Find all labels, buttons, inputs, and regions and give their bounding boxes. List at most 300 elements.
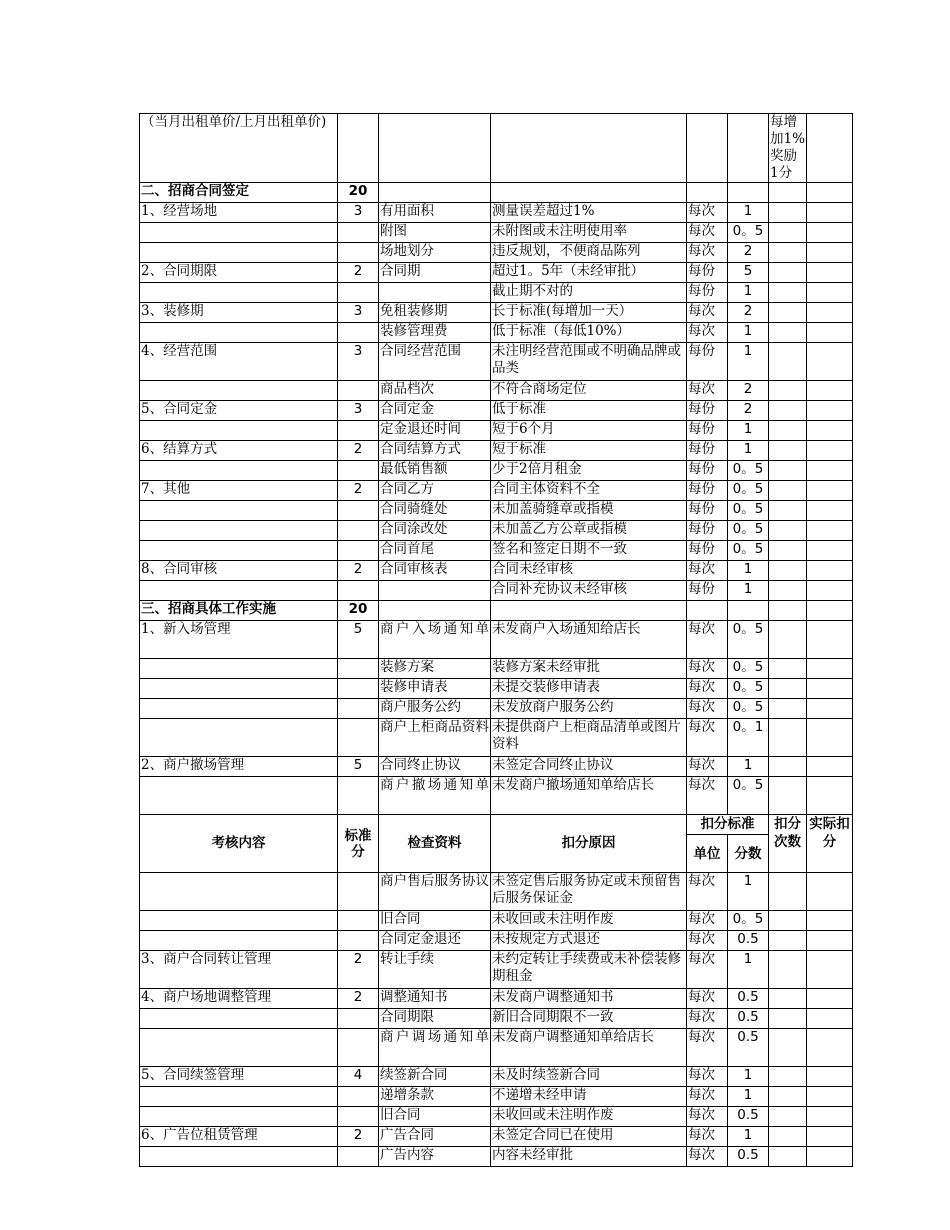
cell-material: 商户售后服务协议 <box>379 873 491 911</box>
cell-content <box>140 1009 338 1029</box>
cell-score: 1 <box>728 421 769 441</box>
cell-standard <box>338 911 379 931</box>
assessment-table <box>139 113 853 1167</box>
cell-material: 旧合同 <box>379 911 491 931</box>
cell-count <box>769 183 807 203</box>
cell-content <box>140 283 338 303</box>
cell-actual <box>807 989 853 1009</box>
cell-actual <box>807 601 853 621</box>
table-row <box>140 873 853 911</box>
cell-standard: 5 <box>338 621 379 659</box>
cell-count <box>769 263 807 283</box>
cell-content <box>140 873 338 911</box>
table-row <box>140 203 853 223</box>
table-row <box>140 263 853 283</box>
cell-score <box>728 601 769 621</box>
cell-score: 0。5 <box>728 659 769 679</box>
cell-score: 1 <box>728 203 769 223</box>
cell-reason: 未收回或未注明作废 <box>491 911 687 931</box>
cell-material: 合同定金退还 <box>379 931 491 951</box>
cell-score <box>728 183 769 203</box>
cell-material: 最低销售额 <box>379 461 491 481</box>
table-row <box>140 1107 853 1127</box>
cell-standard: 3 <box>338 343 379 381</box>
table-row <box>140 1087 853 1107</box>
cell-content <box>140 461 338 481</box>
cell-material: 有用面积 <box>379 203 491 223</box>
cell-unit: 每次 <box>687 203 728 223</box>
cell-content <box>140 501 338 521</box>
table-row <box>140 223 853 243</box>
cell-material <box>379 283 491 303</box>
cell-score: 0。5 <box>728 911 769 931</box>
cell-actual <box>807 621 853 659</box>
cell-standard <box>338 541 379 561</box>
cell-score: 1 <box>728 441 769 461</box>
cell-reason: 未签定合同终止协议 <box>491 757 687 777</box>
cell-standard <box>338 1029 379 1067</box>
table-row <box>140 757 853 777</box>
cell-unit: 每次 <box>687 561 728 581</box>
cell-actual <box>807 1127 853 1147</box>
cell-standard <box>338 223 379 243</box>
cell-count <box>769 911 807 931</box>
cell-actual <box>807 951 853 989</box>
cell-actual <box>807 183 853 203</box>
cell-count <box>769 1029 807 1067</box>
cell-content <box>140 911 338 931</box>
cell-standard: 2 <box>338 561 379 581</box>
cell-content <box>140 223 338 243</box>
cell-content <box>140 581 338 601</box>
cell-unit <box>687 114 728 183</box>
cell-count <box>769 601 807 621</box>
cell-unit: 每份 <box>687 283 728 303</box>
table-row <box>140 401 853 421</box>
cell-material <box>379 581 491 601</box>
cell-unit: 每次 <box>687 1127 728 1147</box>
cell-content: 7、其他 <box>140 481 338 501</box>
cell-reason: 截止期不对的 <box>491 283 687 303</box>
cell-score: 2 <box>728 381 769 401</box>
cell-actual <box>807 1087 853 1107</box>
cell-material: 装修申请表 <box>379 679 491 699</box>
cell-actual <box>807 114 853 183</box>
table-row <box>140 381 853 401</box>
cell-count <box>769 777 807 815</box>
cell-unit: 每次 <box>687 243 728 263</box>
cell-count <box>769 323 807 343</box>
cell-actual <box>807 481 853 501</box>
cell-material <box>379 601 491 621</box>
cell-content: 3、装修期 <box>140 303 338 323</box>
cell-score: 0。5 <box>728 699 769 719</box>
cell-score: 1 <box>728 1127 769 1147</box>
cell-content <box>140 679 338 699</box>
cell-reason: 短于标准 <box>491 441 687 461</box>
cell-unit: 每次 <box>687 1147 728 1167</box>
cell-standard <box>338 719 379 757</box>
table-header <box>140 815 853 873</box>
cell-material <box>379 114 491 183</box>
cell-score: 0.5 <box>728 989 769 1009</box>
cell-reason: 未发商户入场通知给店长 <box>491 621 687 659</box>
cell-unit: 每次 <box>687 1009 728 1029</box>
cell-content: 5、合同续签管理 <box>140 1067 338 1087</box>
cell-actual <box>807 719 853 757</box>
cell-score: 0。5 <box>728 501 769 521</box>
cell-actual <box>807 441 853 461</box>
cell-count <box>769 521 807 541</box>
cell-reason: 装修方案未经审批 <box>491 659 687 679</box>
cell-count <box>769 873 807 911</box>
cell-score: 0.5 <box>728 1147 769 1167</box>
cell-count <box>769 481 807 501</box>
cell-actual <box>807 401 853 421</box>
cell-standard <box>338 1087 379 1107</box>
cell-content: 4、经营范围 <box>140 343 338 381</box>
cell-content: 6、广告位租赁管理 <box>140 1127 338 1147</box>
table-body-bottom <box>140 873 853 1167</box>
cell-score: 5 <box>728 263 769 283</box>
cell-score: 0。5 <box>728 777 769 815</box>
cell-reason <box>491 601 687 621</box>
header-score: 分数 <box>728 835 769 873</box>
cell-score: 1 <box>728 757 769 777</box>
cell-actual <box>807 283 853 303</box>
cell-content <box>140 243 338 263</box>
cell-actual <box>807 461 853 481</box>
table-row <box>140 114 853 183</box>
table-row <box>140 1127 853 1147</box>
cell-unit: 每次 <box>687 381 728 401</box>
table-row <box>140 581 853 601</box>
cell-content: 2、商户撤场管理 <box>140 757 338 777</box>
cell-reason: 少于2倍月租金 <box>491 461 687 481</box>
cell-content <box>140 1147 338 1167</box>
cell-standard <box>338 699 379 719</box>
cell-count <box>769 541 807 561</box>
cell-score: 2 <box>728 303 769 323</box>
cell-count <box>769 1147 807 1167</box>
header-material: 检查资料 <box>379 815 491 873</box>
cell-material: 合同结算方式 <box>379 441 491 461</box>
cell-content: 1、新入场管理 <box>140 621 338 659</box>
cell-material: 合同涂改处 <box>379 521 491 541</box>
table-row <box>140 1147 853 1167</box>
cell-material: 旧合同 <box>379 1107 491 1127</box>
cell-actual <box>807 1067 853 1087</box>
cell-standard: 3 <box>338 303 379 323</box>
cell-reason: 长于标准(每增加一天） <box>491 303 687 323</box>
cell-reason: 低于标准 <box>491 401 687 421</box>
cell-score: 0。5 <box>728 679 769 699</box>
cell-count <box>769 931 807 951</box>
cell-content <box>140 659 338 679</box>
cell-actual <box>807 1107 853 1127</box>
cell-standard: 2 <box>338 441 379 461</box>
cell-actual <box>807 699 853 719</box>
cell-score: 1 <box>728 951 769 989</box>
cell-count <box>769 699 807 719</box>
table-row <box>140 461 853 481</box>
cell-standard <box>338 1107 379 1127</box>
cell-content <box>140 1107 338 1127</box>
cell-unit: 每次 <box>687 931 728 951</box>
cell-standard: 3 <box>338 401 379 421</box>
cell-standard: 2 <box>338 263 379 283</box>
cell-unit: 每份 <box>687 481 728 501</box>
cell-standard <box>338 1009 379 1029</box>
cell-score: 1 <box>728 561 769 581</box>
cell-count <box>769 1087 807 1107</box>
table-row <box>140 323 853 343</box>
cell-material: 装修方案 <box>379 659 491 679</box>
cell-content <box>140 1029 338 1067</box>
table-row <box>140 501 853 521</box>
cell-reason: 违反规划，不便商品陈列 <box>491 243 687 263</box>
cell-unit: 每份 <box>687 501 728 521</box>
cell-unit: 每次 <box>687 1029 728 1067</box>
cell-material: 免租装修期 <box>379 303 491 323</box>
cell-count <box>769 501 807 521</box>
cell-unit: 每份 <box>687 541 728 561</box>
cell-score: 0。5 <box>728 481 769 501</box>
cell-standard <box>338 679 379 699</box>
cell-reason: 新旧合同期限不一致 <box>491 1009 687 1029</box>
cell-reason: 签名和签定日期不一致 <box>491 541 687 561</box>
cell-score: 0。5 <box>728 541 769 561</box>
table-row <box>140 1029 853 1067</box>
cell-count <box>769 1009 807 1029</box>
table-row <box>140 1009 853 1029</box>
cell-actual <box>807 931 853 951</box>
cell-standard <box>338 243 379 263</box>
cell-reason: 未发放商户服务公约 <box>491 699 687 719</box>
header-content: 考核内容 <box>140 815 338 873</box>
cell-unit: 每份 <box>687 441 728 461</box>
cell-count <box>769 1067 807 1087</box>
cell-count <box>769 1127 807 1147</box>
cell-actual <box>807 203 853 223</box>
header-row <box>140 815 853 835</box>
cell-unit <box>687 601 728 621</box>
cell-reason: 未加盖乙方公章或指模 <box>491 521 687 541</box>
cell-unit: 每次 <box>687 621 728 659</box>
table-body-top <box>140 114 853 815</box>
table-row <box>140 541 853 561</box>
cell-actual <box>807 303 853 323</box>
cell-count <box>769 283 807 303</box>
cell-content: 二、招商合同签定 <box>140 183 338 203</box>
cell-content: 2、合同期限 <box>140 263 338 283</box>
cell-reason: 未发商户调整通知单给店长 <box>491 1029 687 1067</box>
cell-material: 合同期限 <box>379 1009 491 1029</box>
cell-score: 0。5 <box>728 621 769 659</box>
cell-actual <box>807 223 853 243</box>
cell-content: 三、招商具体工作实施 <box>140 601 338 621</box>
table-row <box>140 421 853 441</box>
cell-content <box>140 931 338 951</box>
cell-score: 0.5 <box>728 1029 769 1067</box>
cell-standard <box>338 323 379 343</box>
cell-content <box>140 541 338 561</box>
cell-score <box>728 114 769 183</box>
cell-standard <box>338 581 379 601</box>
cell-actual <box>807 679 853 699</box>
cell-material: 场地划分 <box>379 243 491 263</box>
cell-unit: 每次 <box>687 323 728 343</box>
table-row <box>140 659 853 679</box>
cell-content <box>140 521 338 541</box>
cell-material: 转让手续 <box>379 951 491 989</box>
cell-actual <box>807 501 853 521</box>
cell-score: 0.5 <box>728 1107 769 1127</box>
cell-standard <box>338 521 379 541</box>
cell-standard <box>338 777 379 815</box>
cell-reason: 合同补充协议未经审核 <box>491 581 687 601</box>
header-standard: 标准分 <box>338 815 379 873</box>
cell-reason <box>491 114 687 183</box>
cell-reason: 合同未经审核 <box>491 561 687 581</box>
table-row <box>140 951 853 989</box>
table-row <box>140 283 853 303</box>
cell-unit: 每份 <box>687 421 728 441</box>
cell-content <box>140 777 338 815</box>
cell-material: 商品档次 <box>379 381 491 401</box>
cell-score: 2 <box>728 243 769 263</box>
cell-reason: 未加盖骑缝章或指模 <box>491 501 687 521</box>
cell-material: 广告内容 <box>379 1147 491 1167</box>
cell-material: 商户调场通知单 <box>379 1029 491 1067</box>
cell-standard <box>338 931 379 951</box>
cell-score: 1 <box>728 343 769 381</box>
cell-material: 合同首尾 <box>379 541 491 561</box>
cell-unit: 每次 <box>687 873 728 911</box>
cell-reason: 未提供商户上柜商品清单或图片资料 <box>491 719 687 757</box>
cell-unit: 每次 <box>687 223 728 243</box>
cell-actual <box>807 581 853 601</box>
cell-score: 1 <box>728 873 769 911</box>
cell-count <box>769 441 807 461</box>
cell-material: 商户撤场通知单 <box>379 777 491 815</box>
cell-reason: 未附图或未注明使用率 <box>491 223 687 243</box>
cell-standard: 3 <box>338 203 379 223</box>
table-row <box>140 699 853 719</box>
cell-unit: 每份 <box>687 581 728 601</box>
cell-standard: 2 <box>338 481 379 501</box>
header-actual: 实际扣分 <box>807 815 853 873</box>
cell-standard <box>338 283 379 303</box>
table-row <box>140 521 853 541</box>
table-row <box>140 679 853 699</box>
cell-content <box>140 323 338 343</box>
cell-actual <box>807 1029 853 1067</box>
cell-content <box>140 421 338 441</box>
cell-score: 1 <box>728 323 769 343</box>
cell-count <box>769 421 807 441</box>
cell-material: 装修管理费 <box>379 323 491 343</box>
table-row <box>140 343 853 381</box>
cell-material: 定金退还时间 <box>379 421 491 441</box>
cell-score: 1 <box>728 581 769 601</box>
table-row <box>140 621 853 659</box>
cell-standard <box>338 873 379 911</box>
cell-content <box>140 1087 338 1107</box>
cell-standard <box>338 1147 379 1167</box>
header-unit: 单位 <box>687 835 728 873</box>
cell-count <box>769 679 807 699</box>
cell-score: 0。5 <box>728 521 769 541</box>
cell-standard <box>338 421 379 441</box>
cell-unit: 每次 <box>687 777 728 815</box>
cell-content <box>140 719 338 757</box>
cell-actual <box>807 561 853 581</box>
cell-count <box>769 203 807 223</box>
cell-unit: 每次 <box>687 699 728 719</box>
cell-count <box>769 719 807 757</box>
table-row <box>140 481 853 501</box>
cell-reason: 不递增未经申请 <box>491 1087 687 1107</box>
cell-content: 5、合同定金 <box>140 401 338 421</box>
cell-standard: 2 <box>338 1127 379 1147</box>
cell-standard: 4 <box>338 1067 379 1087</box>
cell-count <box>769 401 807 421</box>
cell-reason: 不符合商场定位 <box>491 381 687 401</box>
cell-standard <box>338 114 379 183</box>
cell-actual <box>807 541 853 561</box>
cell-count <box>769 303 807 323</box>
cell-unit: 每份 <box>687 521 728 541</box>
table-row <box>140 561 853 581</box>
cell-reason: 内容未经审批 <box>491 1147 687 1167</box>
table-row <box>140 303 853 323</box>
cell-actual <box>807 1009 853 1029</box>
cell-actual <box>807 243 853 263</box>
cell-unit: 每次 <box>687 1107 728 1127</box>
cell-actual <box>807 1147 853 1167</box>
cell-content <box>140 699 338 719</box>
table-row <box>140 719 853 757</box>
cell-unit: 每份 <box>687 401 728 421</box>
cell-content: 6、结算方式 <box>140 441 338 461</box>
cell-count <box>769 659 807 679</box>
cell-standard <box>338 659 379 679</box>
cell-reason: 未及时续签新合同 <box>491 1067 687 1087</box>
table-row <box>140 1067 853 1087</box>
cell-count <box>769 343 807 381</box>
cell-reason: 未提交装修申请表 <box>491 679 687 699</box>
cell-reason: 合同主体资料不全 <box>491 481 687 501</box>
cell-material: 合同终止协议 <box>379 757 491 777</box>
cell-unit <box>687 183 728 203</box>
cell-reason: 未发商户撤场通知单给店长 <box>491 777 687 815</box>
cell-actual <box>807 659 853 679</box>
cell-score: 0.5 <box>728 1009 769 1029</box>
cell-actual <box>807 323 853 343</box>
cell-actual <box>807 421 853 441</box>
cell-unit: 每份 <box>687 343 728 381</box>
table-row <box>140 911 853 931</box>
cell-material: 续签新合同 <box>379 1067 491 1087</box>
cell-material: 商户入场通知单 <box>379 621 491 659</box>
cell-count <box>769 951 807 989</box>
table-row <box>140 601 853 621</box>
header-deduct-std: 扣分标准 <box>687 815 769 835</box>
cell-material: 附图 <box>379 223 491 243</box>
table-row <box>140 777 853 815</box>
cell-score: 0。1 <box>728 719 769 757</box>
